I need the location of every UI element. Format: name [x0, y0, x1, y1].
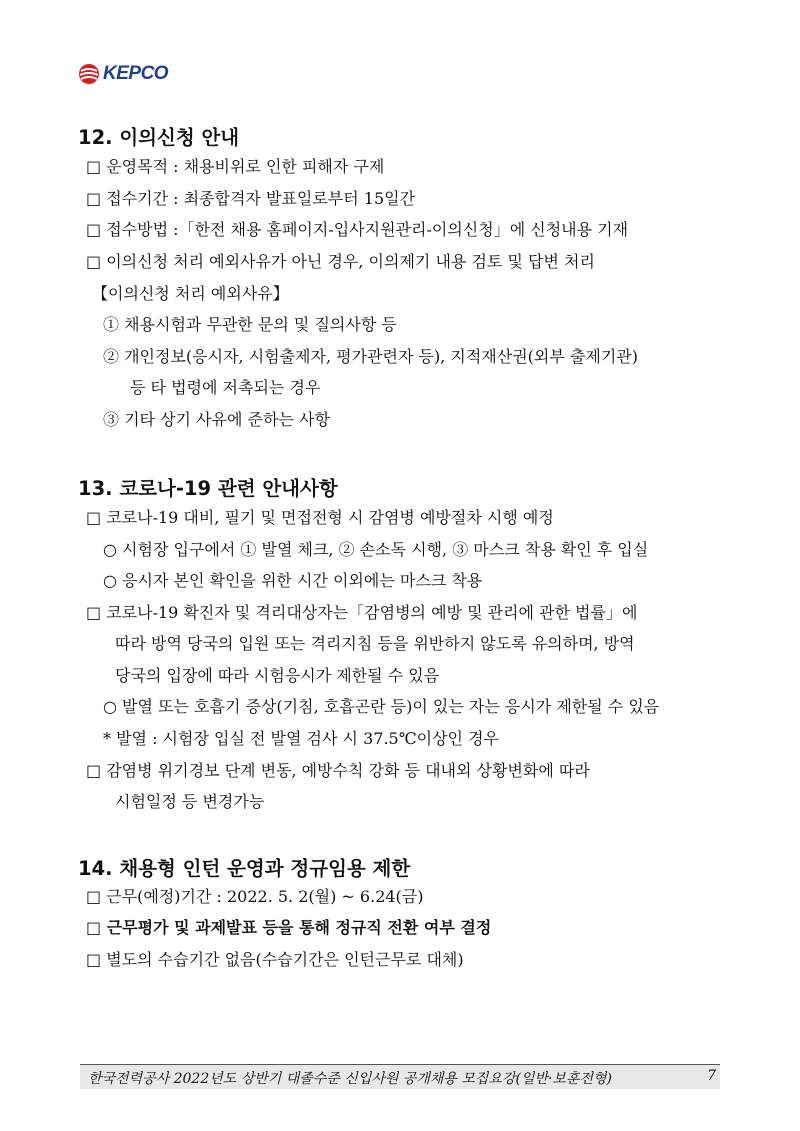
list-item: □ 운영목적 : 채용비위로 인한 피해자 구제: [86, 157, 385, 176]
list-item-continuation: 시험일정 등 변경가능: [115, 792, 265, 811]
section-14-title: 14. 채용형 인턴 운영과 정규임용 제한: [78, 857, 411, 880]
list-item: ○ 발열 또는 호흡기 증상(기침, 호흡곤란 등)이 있는 자는 응시가 제한될 수 있음: [103, 697, 660, 716]
list-item: □ 근무(예정)기간 : 2022. 5. 2(월) ~ 6.24(금): [86, 887, 424, 906]
list-item: □ 접수방법 :「한전 채용 홈페이지-입사지원관리-이의신청」에 신청내용 기재: [86, 220, 629, 239]
list-item: ③ 기타 상기 사유에 준하는 사항: [103, 410, 330, 429]
section-12-title: 12. 이의신청 안내: [78, 126, 240, 149]
list-item: □ 별도의 수습기간 없음(수습기간은 인턴근무로 대체): [86, 950, 464, 969]
list-item: ② 개인정보(응시자, 시험출제자, 평가관련자 등), 지적재산권(외부 출제기관): [103, 347, 638, 366]
list-item: □ 코로나-19 대비, 필기 및 면접전형 시 감염병 예방절차 시행 예정: [86, 508, 554, 527]
logo-wordmark: KEPCO: [103, 63, 169, 84]
list-item: □ 감염병 위기경보 단계 변동, 예방수칙 강화 등 대내외 상황변화에 따라: [86, 761, 590, 780]
section-13-title: 13. 코로나-19 관련 안내사항: [78, 477, 338, 500]
list-item: ① 채용시험과 무관한 문의 및 질의사항 등: [103, 315, 397, 334]
list-item-emphasis: □ 근무평가 및 과제발표 등을 통해 정규직 전환 여부 결정: [86, 918, 492, 937]
list-item: □ 접수기간 : 최종합격자 발표일로부터 15일간: [86, 189, 416, 208]
list-item: □ 이의신청 처리 예외사유가 아닌 경우, 이의제기 내용 검토 및 답변 처리: [86, 252, 595, 271]
page-footer: [80, 1064, 720, 1089]
page-number: 7: [707, 1068, 716, 1084]
list-item: □ 코로나-19 확진자 및 격리대상자는「감염병의 예방 및 관리에 관한 법률」에: [86, 603, 638, 622]
list-item: ○ 응시자 본인 확인을 위한 시간 이외에는 마스크 착용: [103, 571, 483, 590]
note-item: * 발열 : 시험장 입실 전 발열 검사 시 37.5℃이상인 경우: [103, 729, 499, 748]
exceptions-heading: 【이의신청 처리 예외사유】: [92, 284, 289, 303]
footer-title: 한국전력공사 2022년도 상반기 대졸수준 신입사원 공개채용 모집요강(일반·보훈전형): [88, 1071, 612, 1087]
kepco-emblem-icon: [78, 63, 100, 85]
list-item-continuation: 등 타 법령에 저촉되는 경우: [130, 378, 321, 397]
kepco-logo: [78, 62, 168, 86]
list-item: ○ 시험장 입구에서 ① 발열 체크, ② 손소독 시행, ③ 마스크 착용 확인 후 입실: [103, 540, 649, 559]
list-item-continuation: 당국의 입장에 따라 시험응시가 제한될 수 있음: [115, 666, 440, 685]
list-item-continuation: 따라 방역 당국의 입원 또는 격리지침 등을 위반하지 않도록 유의하며, 방역: [115, 634, 635, 653]
